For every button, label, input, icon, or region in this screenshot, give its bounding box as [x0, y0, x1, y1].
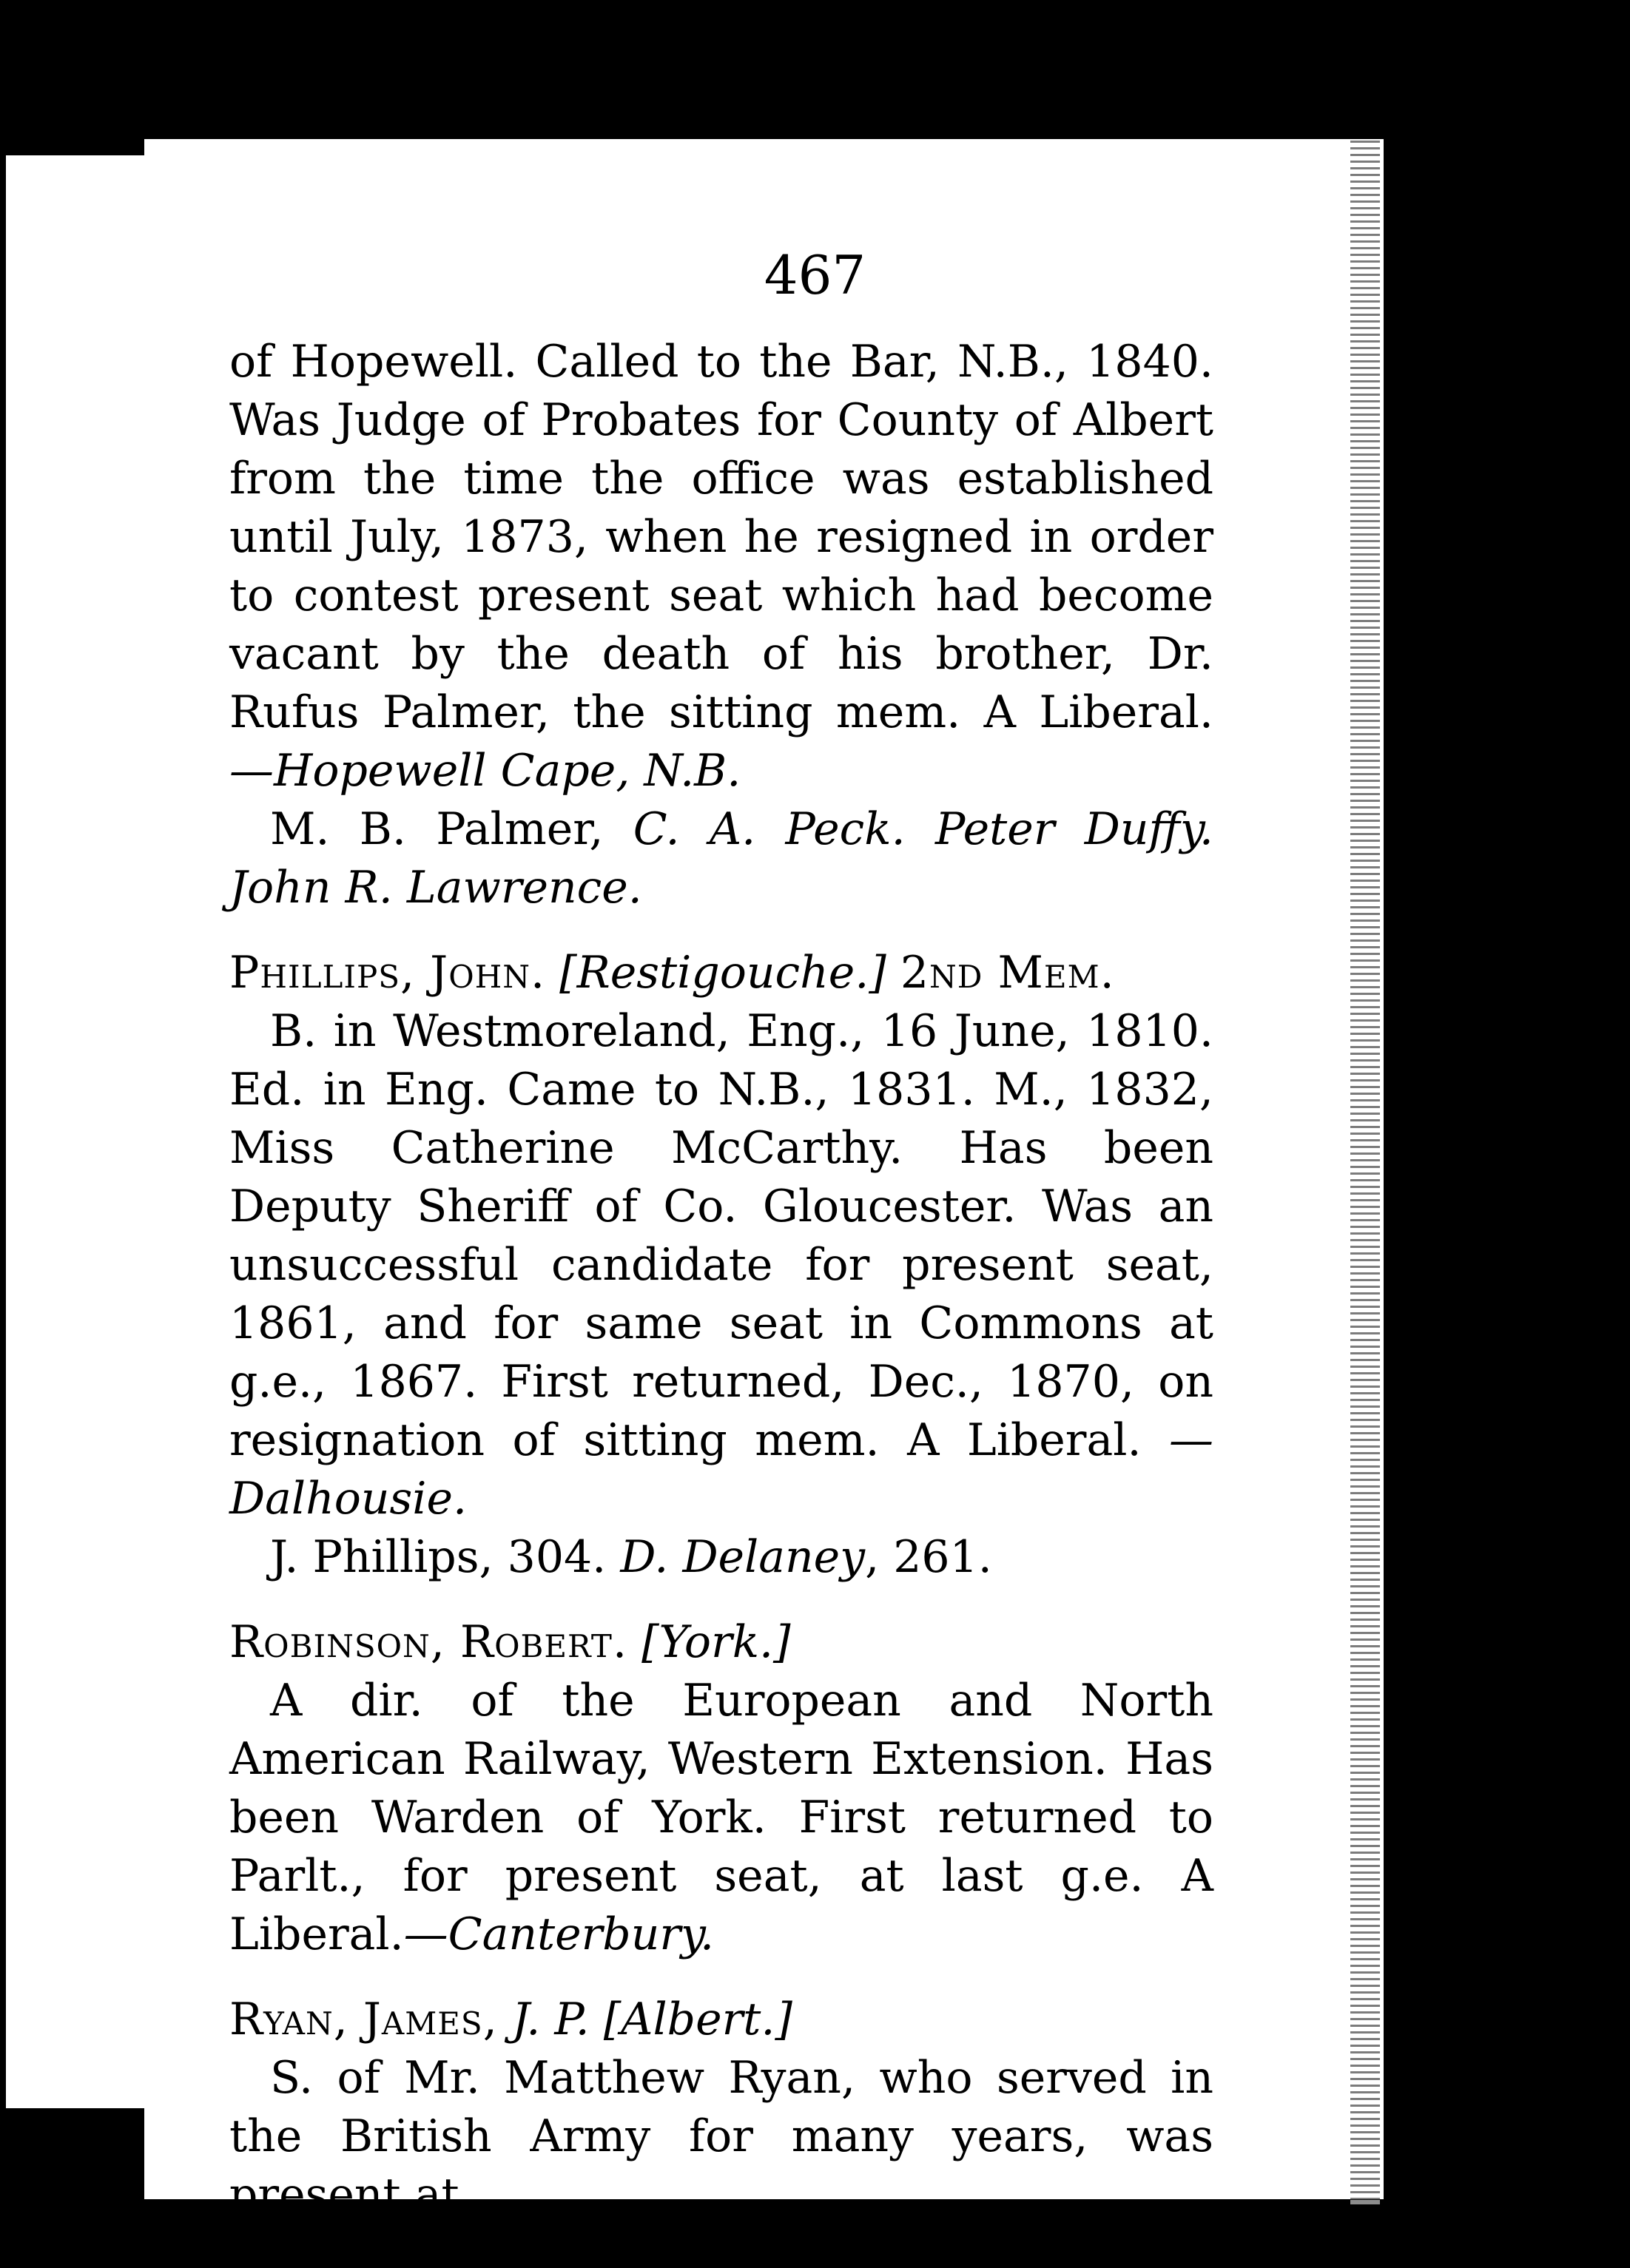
phillips-vote-winner: J. Phillips, 304. [270, 1531, 621, 1583]
palmer-constituency: —Hopewell Cape, N.B. [229, 745, 741, 797]
palmer-vote-winner: M. B. Palmer, [270, 803, 633, 855]
robinson-constituency: —Canterbury. [403, 1908, 715, 1960]
palmer-vote-others: C. A. Peck. Peter Duffy. John R. Lawrence. [229, 803, 1213, 914]
ryan-title: J. P. [511, 1994, 590, 2045]
robinson-bio: A dir. of the European and North American Railway, Western Extension. Has been Warden of York. First returned to Parlt., for present seat, at last g.e. A Liberal. [229, 1675, 1213, 1960]
phillips-riding: [Restigouche.] [559, 947, 886, 999]
palmer-bio: of Hopewell. Called to the Bar, N.B., 1840. Was Judge of Probates for County of Albert from the time the office was established until July, 1873, when he resigned in order to contest present seat which had become vacant by the death of his brother, Dr. Rufus Palmer, the sitting mem. A Liberal. [229, 336, 1213, 738]
robinson-bio-paragraph [229, 1672, 1213, 1964]
phillips-bio: B. in Westmoreland, Eng., 16 June, 1810. Ed. in Eng. Came to N.B., 1831. M., 1832, Miss Catherine McCarthy. Has been Deputy Sheriff of Co. Gloucester. Was an unsuccessful candidate for present seat, 1861, and for same seat in Commons at g.e., 1867. First returned, Dec., 1870, on resignation of sitting mem. A Liberal. [229, 1005, 1213, 1466]
phillips-vote-other: D. Delaney [620, 1531, 866, 1583]
phillips-member: 2nd Mem. [900, 947, 1115, 999]
ryan-riding: [Albert.] [603, 1994, 792, 2045]
ryan-name: Ryan, James, [229, 1994, 498, 2045]
robinson-riding: [York.] [641, 1616, 791, 1668]
ryan-bio: S. of Mr. Matthew Ryan, who served in the British Army for many years, was present at [229, 2052, 1213, 2221]
robinson-name: Robinson, Robert. [229, 1616, 628, 1668]
palmer-vote-line [229, 800, 1213, 917]
ryan-heading [229, 1991, 1213, 2049]
phillips-bio-paragraph [229, 1002, 1213, 1528]
phillips-heading [229, 944, 1213, 1002]
palmer-entry-continuation [229, 333, 1213, 800]
phillips-vote-line [229, 1528, 1213, 1587]
phillips-name: Phillips, John. [229, 947, 546, 999]
robinson-heading [229, 1613, 1213, 1672]
page-text [229, 333, 1213, 2224]
page-spine-edge [1350, 141, 1380, 2204]
phillips-vote-other-count: , 261. [865, 1531, 992, 1583]
page-number: 467 [764, 244, 866, 306]
ryan-bio-paragraph [229, 2049, 1213, 2224]
phillips-constituency: —Dalhousie. [229, 1414, 1213, 1525]
